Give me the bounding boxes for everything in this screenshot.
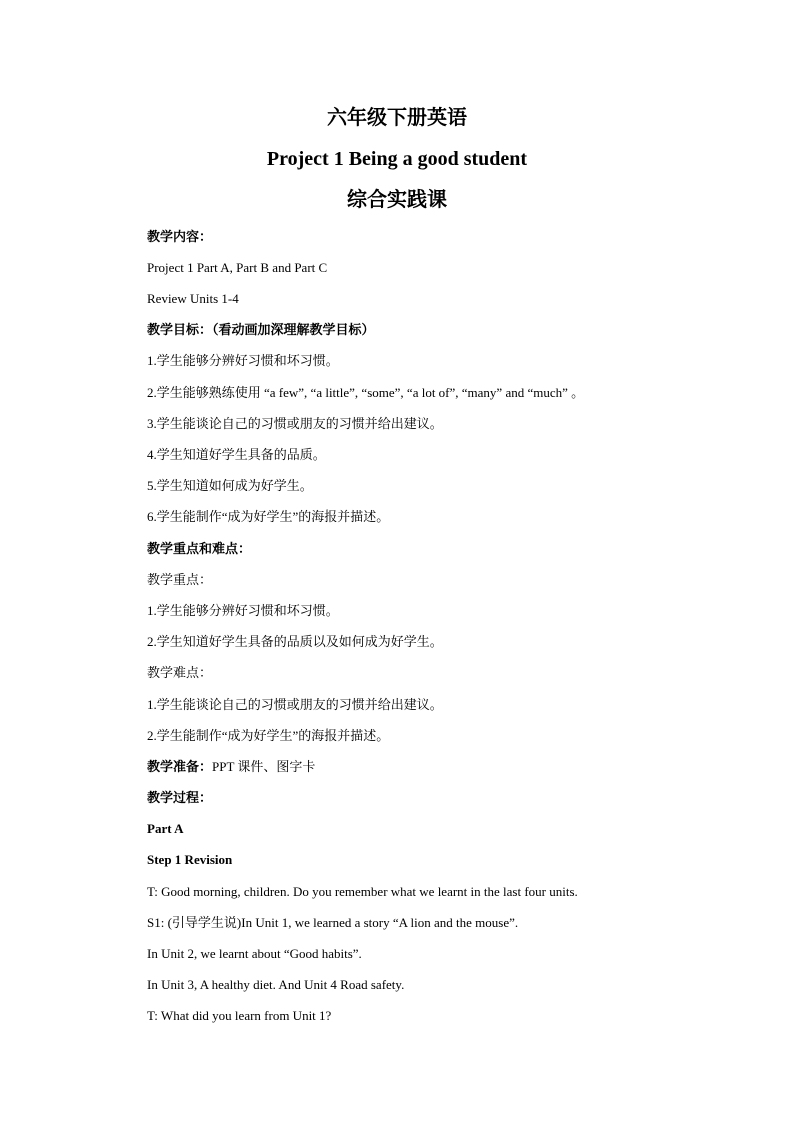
preparation-value: PPT 课件、图字卡 <box>212 759 316 774</box>
lesson-type-title: 综合实践课 <box>347 189 447 211</box>
process-line: S1: (引导学生说)In Unit 1, we learned a story “A lion and the mouse”. <box>147 915 519 930</box>
difficult-label: 教学难点： <box>147 665 213 680</box>
objective-item: 5.学生知道如何成为好学生。 <box>147 478 313 493</box>
content-line-1: Project 1 Part A, Part B and Part C <box>147 260 328 275</box>
difficult-item: 2.学生能制作“成为好学生”的海报并描述。 <box>147 728 390 743</box>
part-label: Part A <box>147 821 184 836</box>
process-line: In Unit 2, we learnt about “Good habits”. <box>147 946 362 961</box>
objectives-heading: 教学目标：（看动画加深理解教学目标） <box>147 322 375 337</box>
objective-item: 4.学生知道好学生具备的品质。 <box>147 447 326 462</box>
objective-item: 1.学生能够分辨好习惯和坏习惯。 <box>147 353 339 368</box>
preparation-label: 教学准备： <box>147 759 213 774</box>
objective-item: 2.学生能够熟练使用 “a few”, “a little”, “some”, “a lot of”, “many” and “much” 。 <box>147 385 585 400</box>
content-heading: 教学内容： <box>147 229 213 244</box>
preparation-line <box>147 758 767 776</box>
process-line: T: What did you learn from Unit 1? <box>147 1008 332 1023</box>
grade-title: 六年级下册英语 <box>327 107 467 129</box>
key-item: 2.学生知道好学生具备的品质以及如何成为好学生。 <box>147 634 443 649</box>
key-label: 教学重点： <box>147 572 213 587</box>
project-title: Project 1 Being a good student <box>266 148 528 170</box>
key-points-heading: 教学重点和难点： <box>147 541 252 556</box>
step-label: Step 1 Revision <box>147 852 233 867</box>
process-line: T: Good morning, children. Do you remember what we learnt in the last four units. <box>147 884 578 899</box>
key-item: 1.学生能够分辨好习惯和坏习惯。 <box>147 603 339 618</box>
objective-item: 3.学生能谈论自己的习惯或朋友的习惯并给出建议。 <box>147 416 443 431</box>
objective-item: 6.学生能制作“成为好学生”的海报并描述。 <box>147 509 390 524</box>
difficult-item: 1.学生能谈论自己的习惯或朋友的习惯并给出建议。 <box>147 697 443 712</box>
process-heading: 教学过程： <box>147 790 213 805</box>
process-line: In Unit 3, A healthy diet. And Unit 4 Road safety. <box>147 977 405 992</box>
content-line-2: Review Units 1-4 <box>147 291 239 306</box>
